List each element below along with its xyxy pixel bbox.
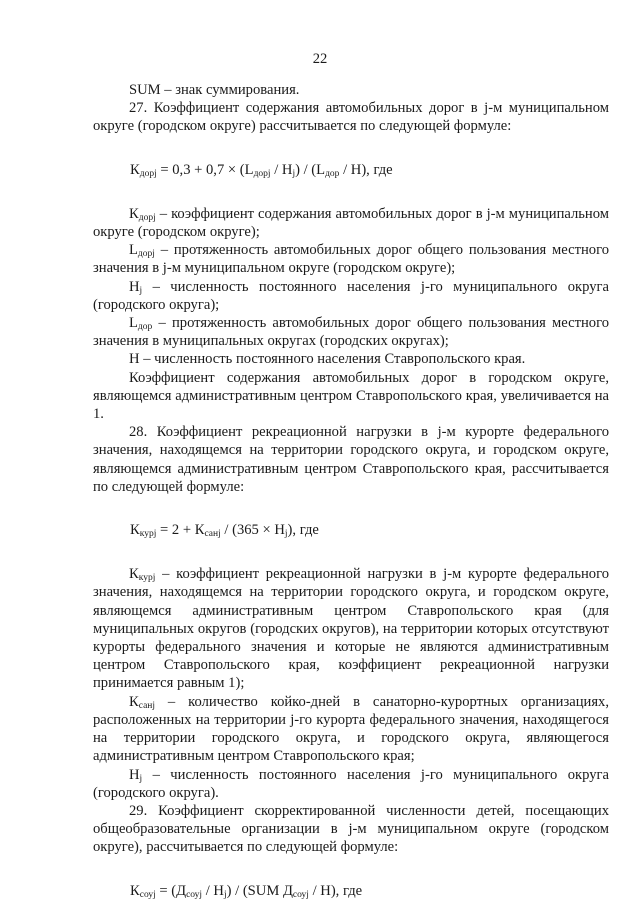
document-body (93, 81, 609, 900)
definition-k-kur: $К_{курj}$ – коэффициент рекреационной нагрузки в j-м курорте федерального значения, находящемся на территории городского округа, и городском округе, являющемся административным центром Ставропольского края (для муниципальных округов (городских округов), на территории которых отсутствуют курорты федерального значения и которые не являются административным центром Ставропольского края, коэффициент рекреационной нагрузки принимается равным 1); (93, 566, 609, 692)
definition-l-dorj: $L_{дорj}$ – протяженность автомобильных дорог общего пользования местного значения в j-м муниципальном округе (городском округе); (93, 242, 609, 277)
formula-28: $К_{курj} = 2 + К_{санj} / (365 \times H_j)$, где (130, 522, 319, 540)
formula-29: $К_{соуj} = (Д_{соуj} / H_j) / (SUM$ $Д_{соуj} / Н$), где (130, 882, 363, 900)
paragraph-29-intro: 29. Коэффициент скорректированной численности детей, посещающих общеобразовательные организации в j-м муниципальном округе (городском округе), рассчитывается по следующей формуле: (93, 802, 609, 856)
paragraph-28-intro: 28. Коэффициент рекреационной нагрузки в j-м курорте федерального значения, находящемся на территории городского округа, и городском округе, являющемся административным центром Ставропольского края, рассчитывается по следующей формуле: (93, 424, 609, 495)
formula-27: $К_{дорj} = 0,3 + 0,7 \times (L_{дорj} / H_j) / (L_{дор} / H)$, где (130, 161, 393, 179)
paragraph-27-intro: 27. Коэффициент содержания автомобильных дорог в j-м муниципальном округе (городском округе) рассчитывается по следующей формуле: (93, 100, 609, 135)
paragraph-sum-definition: SUM – знак суммирования. (129, 82, 300, 98)
definition-h-j: $H_j$ – численность постоянного населения j-го муниципального округа (городского округа); (93, 278, 609, 313)
definition-k-dor: $К_{дорj}$ – коэффициент содержания автомобильных дорог в j-м муниципальном округе (городском округе); (93, 205, 609, 241)
definition-h-total: Н – численность постоянного населения Ставропольского края. (129, 351, 526, 368)
page-number: 22 (312, 51, 328, 67)
paragraph-27-note: Коэффициент содержания автомобильных дорог в городском округе, являющемся административным центром Ставропольского края, увеличивается на 1. (93, 369, 609, 423)
definition-h-j-2: $H_j$ – численность постоянного населения j-го муниципального округа (городского округа). (93, 766, 609, 801)
definition-k-san: $К_{санj}$ – количество койко-дней в санаторно-курортных организациях, расположенных на территории j-го курорта федерального значения, находящегося на территории городского округа, и городского округа, являющегося административным центром Ставропольского края; (93, 693, 609, 765)
definition-l-dor: $L_{дор}$ – протяженность автомобильных дорог общего пользования местного значения в муниципальных округах (городских округах); (93, 315, 609, 350)
